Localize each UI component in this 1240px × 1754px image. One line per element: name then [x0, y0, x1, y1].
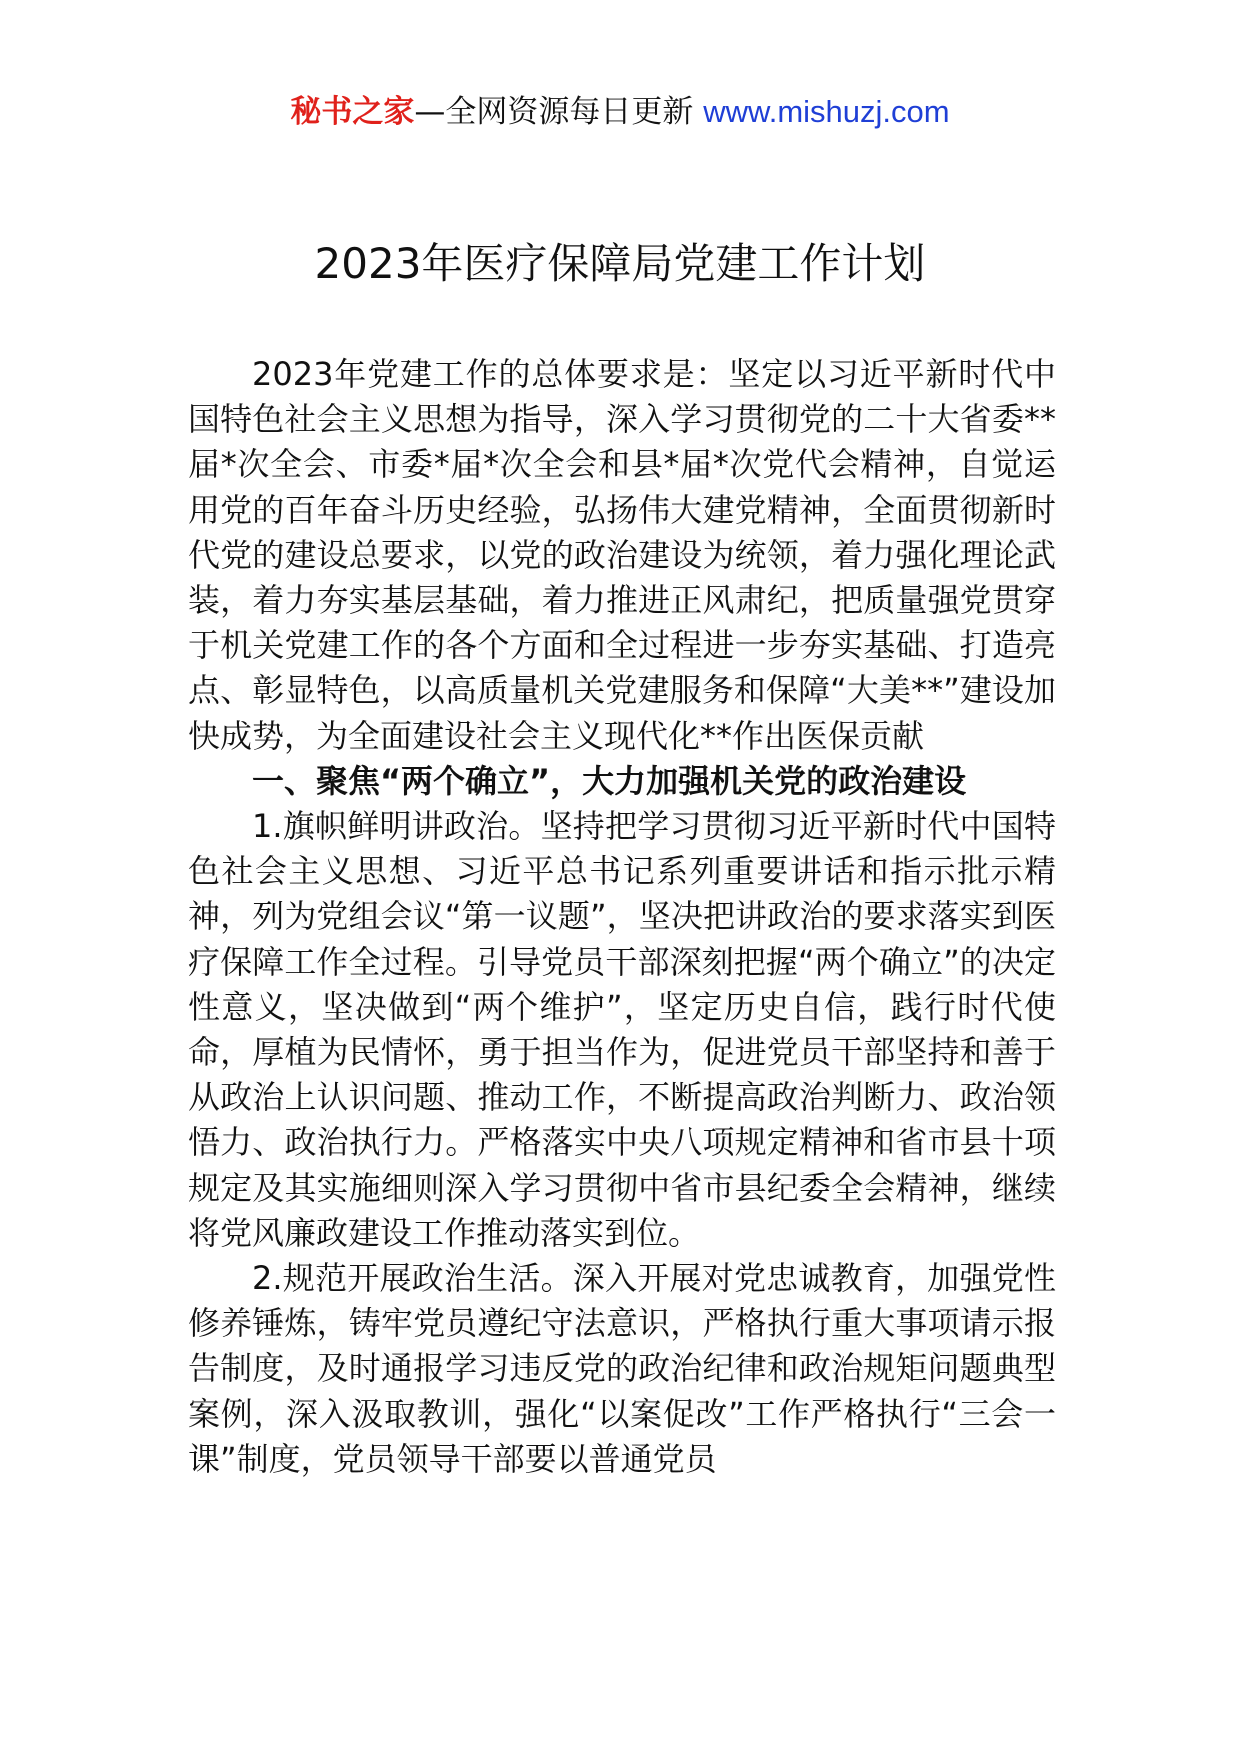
site-url: www.mishuzj.com	[703, 94, 950, 129]
document-title: 2023年医疗保障局党建工作计划	[314, 239, 926, 288]
section-heading-1: 一、聚焦“两个确立”，大力加强机关党的政治建设	[252, 761, 967, 800]
paragraph-intro: 2023年党建工作的总体要求是：坚定以习近平新时代中国特色社会主义思想为指导，深入学习贯彻党的二十大省委**届*次全会、市委*届*次全会和县*届*次党代会精神，自觉运用党的百年奋斗历史经验，弘扬伟大建党精神，全面贯彻新时代党的建设总要求，以党的政治建设为统领，着力强化理论武装，着力夯实基层基础，着力推进正风肃纪，把质量强党贯穿于机关党建工作的各个方面和全过程进一步夯实基础、打造亮点、彰显特色，以高质量机关党建服务和保障“大美**”建设加快成势，为全面建设社会主义现代化**作出医保贡献	[188, 355, 1056, 755]
brand-name: 秘书之家	[290, 94, 415, 130]
site-banner	[0, 92, 1240, 132]
paragraph-item-2: 2.规范开展政治生活。深入开展对党忠诚教育，加强党性修养锤炼，铸牢党员遵纪守法意识，严格执行重大事项请示报告制度，及时通报学习违反党的政治纪律和政治规矩问题典型案例，深入汲取教训，强化“以案促改”工作严格执行“三会一课”制度，党员领导干部要以普通党员	[188, 1259, 1056, 1478]
document-body	[188, 352, 1056, 1482]
banner-tagline: —全网资源每日更新	[414, 94, 704, 130]
paragraph-item-1: 1.旗帜鲜明讲政治。坚持把学习贯彻习近平新时代中国特色社会主义思想、习近平总书记系列重要讲话和指示批示精神，列为党组会议“第一议题”，坚决把讲政治的要求落实到医疗保障工作全过程。引导党员干部深刻把握“两个确立”的决定性意义，坚决做到“两个维护”，坚定历史自信，践行时代使命，厚植为民情怀，勇于担当作为，促进党员干部坚持和善于从政治上认识问题、推动工作，不断提高政治判断力、政治领悟力、政治执行力。严格落实中央八项规定精神和省市县十项规定及其实施细则深入学习贯彻中省市县纪委全会精神，继续将党风廉政建设工作推动落实到位。	[188, 807, 1056, 1252]
